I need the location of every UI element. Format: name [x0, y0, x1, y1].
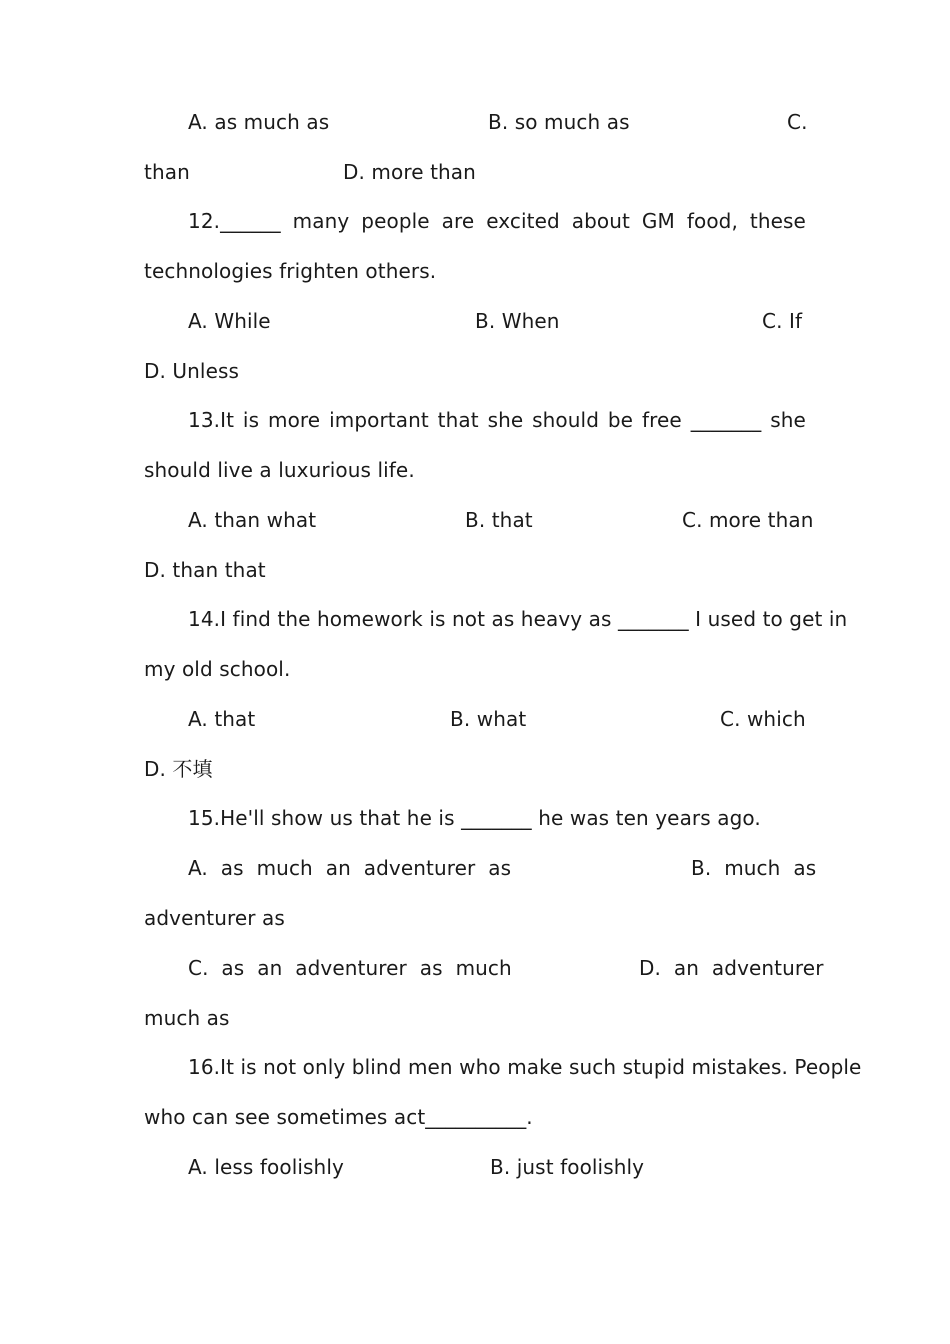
q16-option-b: B. just foolishly: [490, 1155, 645, 1179]
q14-stem-line2: my old school.: [144, 657, 291, 681]
q11-option-c-head: C.: [787, 110, 808, 134]
q12-option-c: C. If: [762, 309, 803, 333]
q15-option-b-tail: adventurer as: [144, 906, 285, 930]
q12-stem-line1: [188, 207, 806, 235]
q13-option-d: D. than that: [144, 558, 266, 582]
q12-word: GM: [641, 209, 675, 233]
q13-word: more: [267, 408, 321, 432]
q12-word: are: [441, 209, 475, 233]
q13-word: be: [607, 408, 634, 432]
q12-option-a: A. While: [188, 309, 271, 333]
q11-option-b: B. so much as: [488, 110, 630, 134]
q13-word: she: [487, 408, 524, 432]
q12-word: excited: [486, 209, 560, 233]
q11-option-a: A. as much as: [188, 110, 330, 134]
q16-stem-line1: 16.It is not only blind men who make such stupid mistakes. People: [188, 1055, 862, 1079]
q12-word: people: [361, 209, 430, 233]
q13-word: important: [329, 408, 429, 432]
q15-option-c: C. as an adventurer as much: [188, 956, 512, 980]
q13-word: she: [770, 408, 806, 432]
q12-word: these: [749, 209, 806, 233]
q12-stem-line2: technologies frighten others.: [144, 259, 437, 283]
q13-word: _______: [690, 408, 762, 432]
q16-option-a: A. less foolishly: [188, 1155, 344, 1179]
q12-option-b: B. When: [475, 309, 560, 333]
q13-option-b: B. that: [465, 508, 533, 532]
q13-stem-line2: should live a luxurious life.: [144, 458, 415, 482]
q12-word: many: [292, 209, 350, 233]
q14-option-b: B. what: [450, 707, 527, 731]
q15-option-d-tail: much as: [144, 1006, 230, 1030]
q13-stem-line1: [188, 406, 806, 434]
q14-option-d: D. 不填: [144, 757, 213, 781]
q15-stem-line1: 15.He'll show us that he is _______ he was ten years ago.: [188, 806, 761, 830]
q14-option-a: A. that: [188, 707, 256, 731]
q13-option-c: C. more than: [682, 508, 814, 532]
q16-stem-line2: who can see sometimes act__________.: [144, 1105, 533, 1129]
q15-option-b-head: B. much as: [691, 856, 817, 880]
q12-word: food,: [686, 209, 738, 233]
q11-option-c-tail: than: [144, 160, 190, 184]
q13-word: 13.It: [188, 408, 235, 432]
q12-word: about: [571, 209, 630, 233]
q11-option-d: D. more than: [343, 160, 476, 184]
q15-option-d-head: D. an adventurer: [639, 956, 824, 980]
q15-option-a: A. as much an adventurer as: [188, 856, 512, 880]
q13-word: that: [437, 408, 479, 432]
q13-word: free: [641, 408, 682, 432]
q14-option-c: C. which: [720, 707, 806, 731]
q13-option-a: A. than what: [188, 508, 317, 532]
q13-word: should: [532, 408, 600, 432]
q12-word: 12.______: [188, 209, 281, 233]
q12-option-d: D. Unless: [144, 359, 240, 383]
q13-word: is: [242, 408, 260, 432]
q14-stem-line1: 14.I find the homework is not as heavy as _______ I used to get in: [188, 607, 848, 631]
